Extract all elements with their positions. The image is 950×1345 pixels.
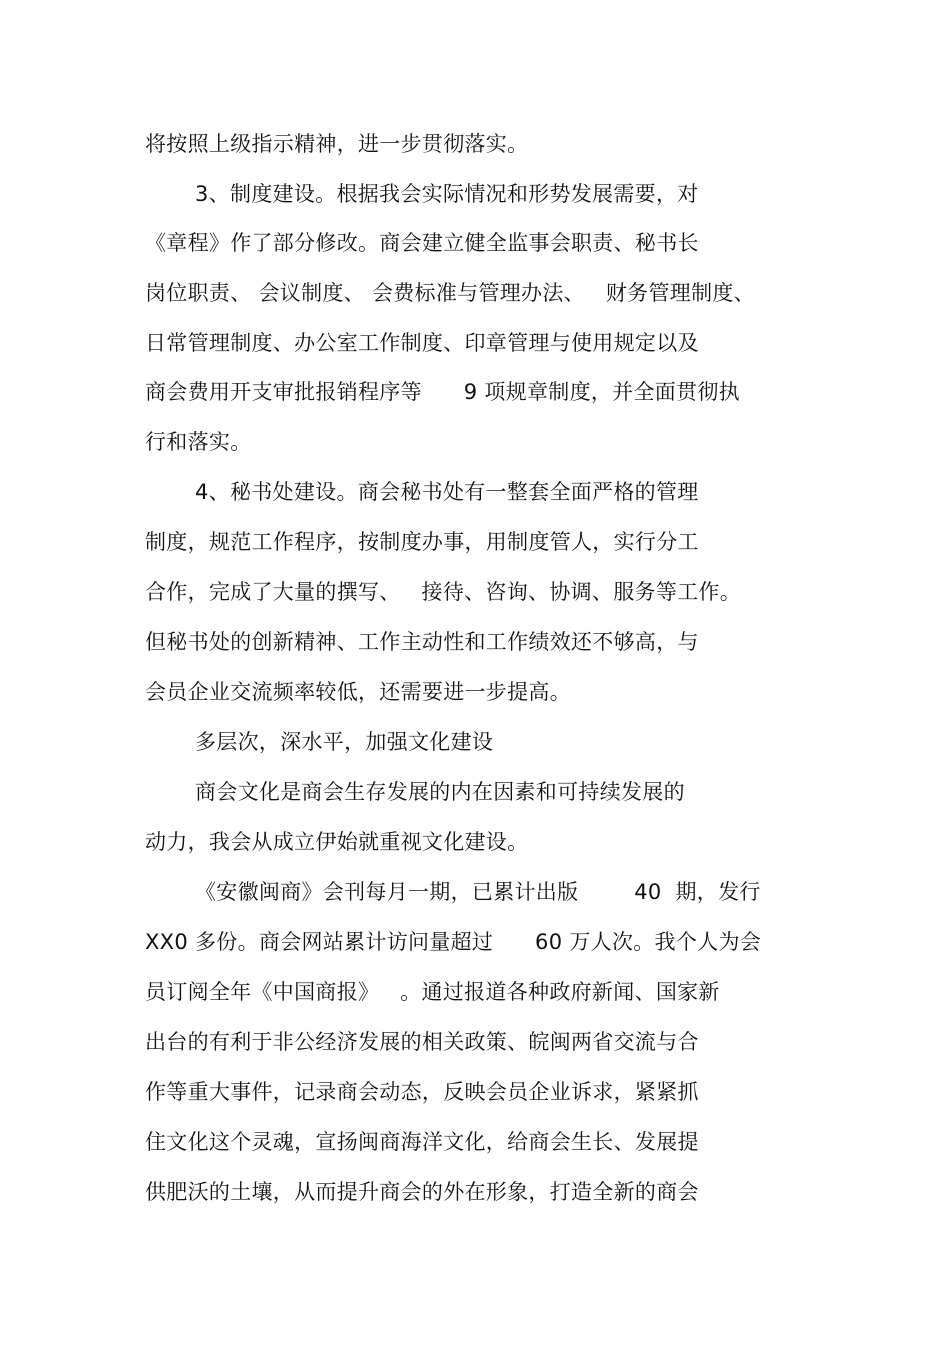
text-line-1: 将按照上级指示精神，进一步贯彻落实。 xyxy=(145,132,529,156)
text-line-9: 制度，规范工作程序，按制度办事，用制度管人，实行分工 xyxy=(145,530,699,554)
text-line-15: 动力，我会从成立伊始就重视文化建设。 xyxy=(145,830,529,854)
text-line-4: 岗位职责、 会议制度、 会费标准与管理办法、 财务管理制度、 xyxy=(145,281,755,305)
text-line-16: 《安徽闽商》会刊每月一期，已累计出版 40 期，发行 xyxy=(195,880,761,904)
section-heading: 多层次，深水平，加强文化建设 xyxy=(195,730,494,754)
text-line-17: XX0 多份。商会网站累计访问量超过 60 万人次。我个人为会 xyxy=(145,930,762,954)
text-line-21: 住文化这个灵魂，宣扬闽商海洋文化，给商会生长、发展提 xyxy=(145,1130,699,1154)
text-line-8: 4、秘书处建设。商会秘书处有一整套全面严格的管理 xyxy=(195,480,699,504)
text-line-18: 员订阅全年《中国商报》 。通过报道各种政府新闻、国家新 xyxy=(145,980,720,1004)
text-line-12: 会员企业交流频率较低，还需要进一步提高。 xyxy=(145,680,571,704)
text-line-6: 商会费用开支审批报销程序等 9 项规章制度，并全面贯彻执 xyxy=(145,380,740,404)
text-line-19: 出台的有利于非公经济发展的相关政策、皖闽两省交流与合 xyxy=(145,1030,699,1054)
text-line-3: 《章程》作了部分修改。商会建立健全监事会职责、秘书长 xyxy=(145,231,699,255)
text-line-14: 商会文化是商会生存发展的内在因素和可持续发展的 xyxy=(195,780,685,804)
text-line-22: 供肥沃的土壤，从而提升商会的外在形象，打造全新的商会 xyxy=(145,1180,699,1204)
text-line-7: 行和落实。 xyxy=(145,430,252,454)
text-line-2: 3、制度建设。根据我会实际情况和形势发展需要，对 xyxy=(195,182,699,206)
text-line-5: 日常管理制度、办公室工作制度、印章管理与使用规定以及 xyxy=(145,331,699,355)
text-line-11: 但秘书处的创新精神、工作主动性和工作绩效还不够高，与 xyxy=(145,630,699,654)
text-line-10: 合作，完成了大量的撰写、 接待、咨询、协调、服务等工作。 xyxy=(145,580,742,604)
text-line-20: 作等重大事件，记录商会动态，反映会员企业诉求，紧紧抓 xyxy=(145,1080,699,1104)
